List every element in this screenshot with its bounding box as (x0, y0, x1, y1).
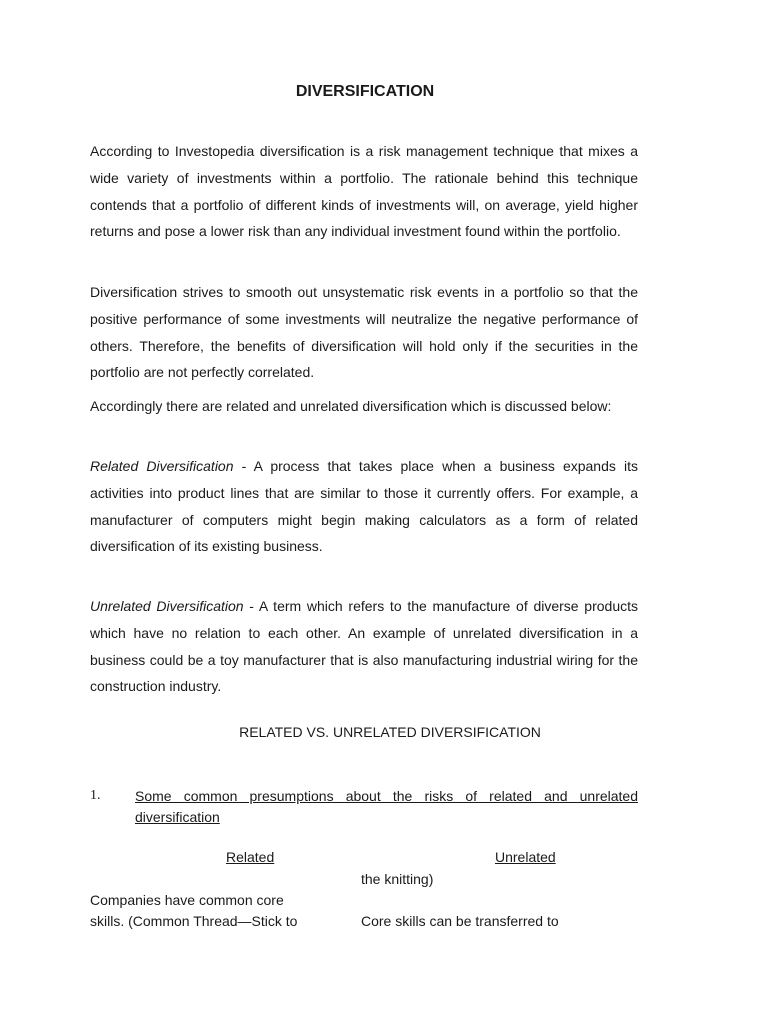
unrelated-text: - A term which refers to the manufacture of diverse products which have no relation to each other. An example of unrelated diversification in a business could be a toy manufacturer that is also manufacturing industrial wiring for the construction industry. (90, 598, 638, 695)
paragraph-unrelated (90, 593, 638, 700)
related-term: Related Diversification (90, 458, 234, 474)
column-header-unrelated: Unrelated (495, 849, 556, 865)
list-number: 1. (90, 788, 101, 803)
unrelated-term: Unrelated Diversification (90, 598, 244, 614)
table-cell-related-line1: Companies have common core (90, 892, 284, 908)
table-cell-related-line2: skills. (Common Thread—Stick to (90, 913, 298, 929)
related-text: - A process that takes place when a business expands its activities into product lines that are similar to those it currently offers. For example, a manufacturer of computers might begin making calculators as a form of related diversification of its existing business. (90, 458, 638, 555)
section-heading: RELATED VS. UNRELATED DIVERSIFICATION (239, 724, 541, 740)
paragraph-definition: According to Investopedia diversification is a risk management technique that mixes a wide variety of investments within a portfolio. The rationale behind this technique contends that a portfolio of different kinds of investments will, on average, yield higher returns and pose a lower risk than any individual investment found within the portfolio. (90, 143, 638, 240)
page-title: DIVERSIFICATION (295, 83, 435, 100)
list-item-text: Some common presumptions about the risks of related and unrelated diversification (135, 788, 638, 825)
paragraph-related (90, 453, 638, 560)
table-cell-related-continued: the knitting) (361, 871, 434, 887)
paragraph-smoothing: Diversification strives to smooth out unsystematic risk events in a portfolio so that the positive performance of some investments will neutralize the negative performance of others. Therefore, the benefits of diversification will hold only if the securities in the portfolio are not perfectly correlated. (90, 284, 638, 381)
table-cell-unrelated-line1: Core skills can be transferred to (361, 913, 559, 929)
column-header-related: Related (226, 849, 275, 865)
paragraph-types: Accordingly there are related and unrelated diversification which is discussed below: (90, 398, 612, 414)
